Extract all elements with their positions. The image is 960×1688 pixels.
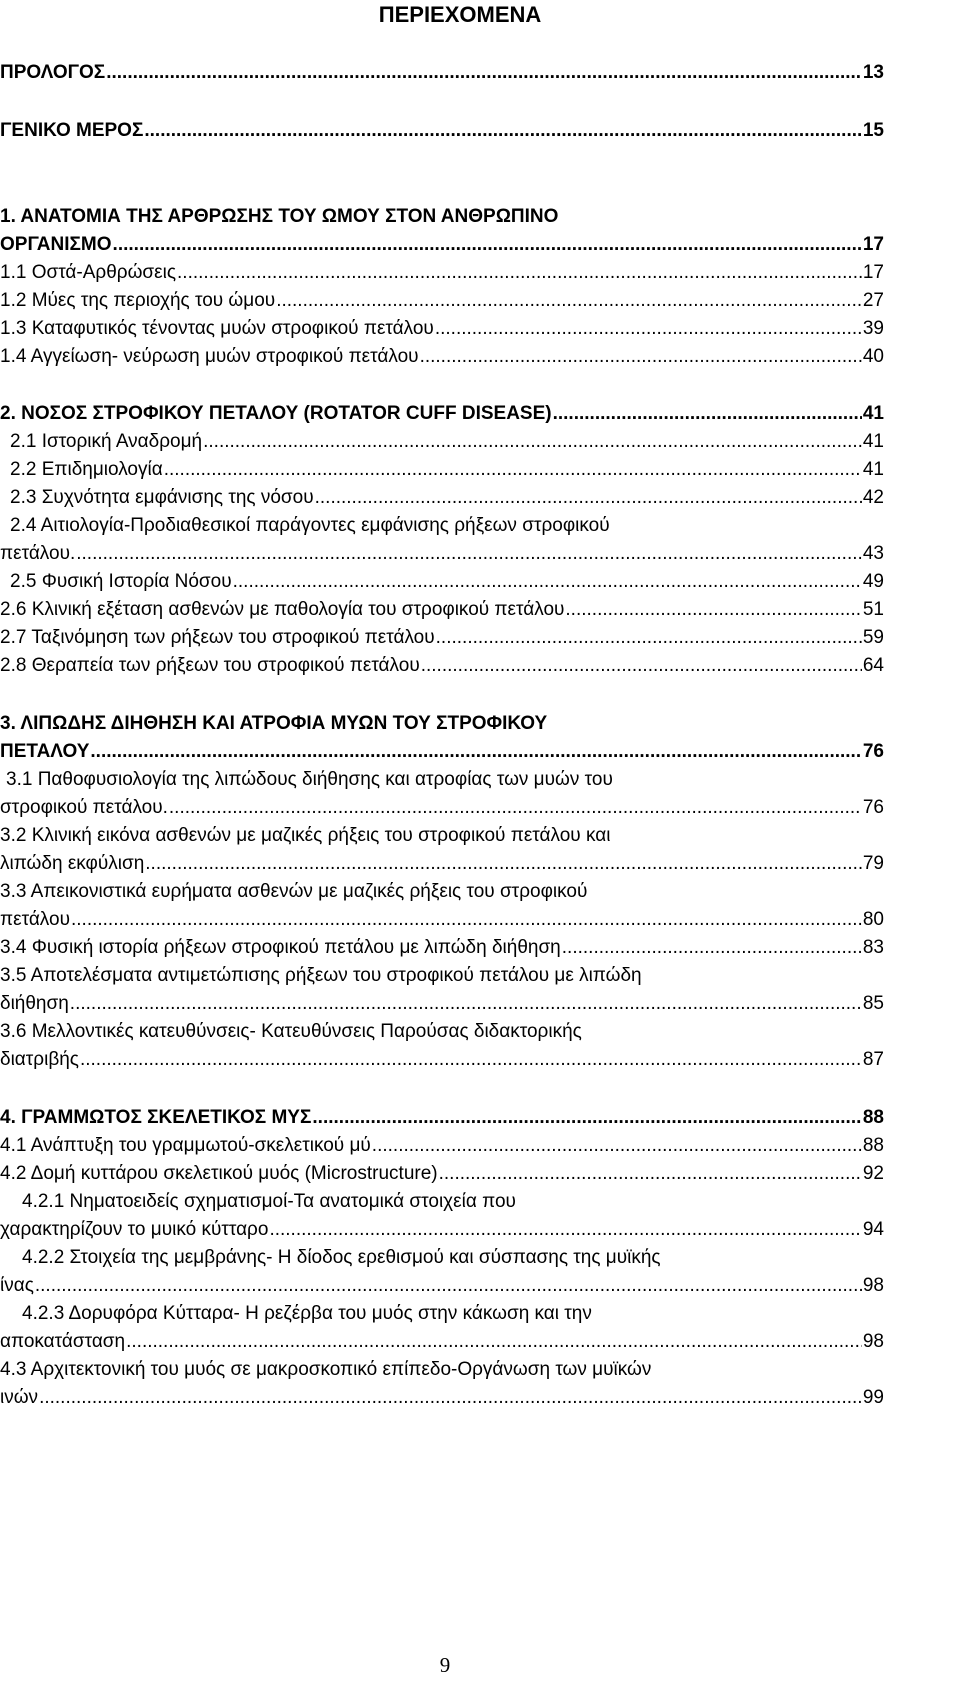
toc-page-number: 76 <box>862 741 884 762</box>
toc-entry-text: 2.1 Ιστορική Αναδρομή <box>10 431 203 452</box>
toc-entry-text: 2.7 Ταξινόμηση των ρήξεων του στροφικού πετάλου <box>0 627 435 648</box>
toc-entry-text: πετάλου <box>0 909 70 930</box>
leader-dots <box>276 287 862 315</box>
toc-entry-2-2[interactable] <box>10 456 884 484</box>
toc-entry-chapter1-line1[interactable]: 1. ΑΝΑΤΟΜΙΑ ΤΗΣ ΑΡΘΡΩΣΗΣ ΤΟΥ ΩΜΟΥ ΣΤΟΝ ΑΝΘΡΩΠΙΝΟ <box>0 206 559 227</box>
toc-entry-3-5[interactable] <box>0 990 884 1018</box>
toc-page-number: 43 <box>862 543 884 564</box>
toc-entry-1-4[interactable] <box>0 343 884 371</box>
leader-dots <box>35 1272 862 1300</box>
toc-entry-text: 2.5 Φυσική Ιστορία Νόσου <box>10 571 232 592</box>
toc-entry-chapter2[interactable] <box>0 400 884 428</box>
toc-entry-4-1[interactable] <box>0 1132 884 1160</box>
leader-dots <box>90 738 861 766</box>
toc-entry-text: λιπώδη εκφύλιση <box>0 853 145 874</box>
toc-page-number: 98 <box>862 1331 884 1352</box>
toc-entry-3-6-line1[interactable]: 3.6 Μελλοντικές κατευθύνσεις- Κατευθύνσεις Παρούσας διδακτορικής <box>0 1021 582 1042</box>
toc-entry-text: 2.2 Επιδημιολογία <box>10 459 163 480</box>
toc-entry-3-3[interactable] <box>0 906 884 934</box>
leader-dots <box>233 568 862 596</box>
toc-entry-4-2-1-line1[interactable]: 4.2.1 Νηματοειδείς σχηματισμοί-Τα ανατομικά στοιχεία που <box>22 1191 516 1212</box>
toc-entry-text: 1.4 Αγγείωση- νεύρωση μυών στροφικού πετάλου <box>0 346 419 367</box>
leader-dots <box>315 484 862 512</box>
toc-entry-text: ΟΡΓΑΝΙΣΜΟ <box>0 234 112 255</box>
toc-entry-text: 2. ΝΟΣΟΣ ΣΤΡΟΦΙΚΟΥ ΠΕΤΑΛΟΥ (ROTATOR CUFF DISEASE) <box>0 403 552 424</box>
toc-entry-text: χαρακτηρίζουν το μυικό κύτταρο <box>0 1219 269 1240</box>
toc-entry-text: πετάλου. <box>0 543 76 564</box>
toc-entry-text: 4. ΓΡΑΜΜΩΤΟΣ ΣΚΕΛΕΤΙΚΟΣ ΜΥΣ <box>0 1107 312 1128</box>
leader-dots <box>169 794 862 822</box>
toc-entry-general-part[interactable] <box>0 117 884 145</box>
toc-entry-prologue[interactable] <box>0 59 884 87</box>
toc-page-number: 83 <box>862 937 884 958</box>
leader-dots <box>565 596 861 624</box>
toc-page-number: 17 <box>862 262 884 283</box>
toc-entry-2-3[interactable] <box>10 484 884 512</box>
toc-page-number: 94 <box>862 1219 884 1240</box>
toc-page-number: 17 <box>862 234 884 255</box>
toc-entry-1-2[interactable] <box>0 287 884 315</box>
toc-entry-4-3-line1[interactable]: 4.3 Αρχιτεκτονική του μυός σε μακροσκοπικό επίπεδο-Οργάνωση των μυϊκών <box>0 1359 652 1380</box>
page-title: ΠΕΡΙΕΧΟΜΕΝΑ <box>378 2 542 27</box>
toc-entry-text: ΓΕΝΙΚΟ ΜΕΡΟΣ <box>0 120 144 141</box>
toc-entry-4-2-2[interactable] <box>0 1272 884 1300</box>
toc-page-number: 41 <box>862 403 884 424</box>
leader-dots <box>269 1216 861 1244</box>
leader-dots <box>145 850 862 878</box>
toc-page-number: 79 <box>862 853 884 874</box>
toc-entry-text: στροφικού πετάλου. <box>0 797 168 818</box>
toc-page-number: 88 <box>862 1107 884 1128</box>
toc-entry-3-1[interactable] <box>0 794 884 822</box>
leader-dots <box>126 1328 862 1356</box>
leader-dots <box>439 1160 862 1188</box>
leader-dots <box>71 906 862 934</box>
toc-page-number: 27 <box>862 290 884 311</box>
toc-page-number: 41 <box>862 431 884 452</box>
leader-dots <box>372 1132 862 1160</box>
leader-dots <box>177 259 862 287</box>
toc-entry-text: διατριβής <box>0 1049 79 1070</box>
leader-dots <box>203 428 862 456</box>
leader-dots <box>70 990 862 1018</box>
toc-page-number: 15 <box>862 120 884 141</box>
toc-entry-text: 2.3 Συχνότητα εμφάνισης της νόσου <box>10 487 314 508</box>
toc-entry-4-2-2-line1[interactable]: 4.2.2 Στοιχεία της μεμβράνης- Η δίοδος ερεθισμού και σύσπασης της μυϊκής <box>22 1247 661 1268</box>
leader-dots <box>435 315 862 343</box>
toc-entry-chapter4[interactable] <box>0 1104 884 1132</box>
toc-entry-text: 1.2 Μύες της περιοχής του ώμου <box>0 290 276 311</box>
toc-entry-chapter3-line1[interactable]: 3. ΛΙΠΩΔΗΣ ΔΙΗΘΗΣΗ ΚΑΙ ΑΤΡΟΦΙΑ ΜΥΩΝ ΤΟΥ ΣΤΡΟΦΙΚΟΥ <box>0 713 548 734</box>
leader-dots <box>39 1384 862 1412</box>
toc-entry-text: 1.3 Καταφυτικός τένοντας μυών στροφικού πετάλου <box>0 318 434 339</box>
toc-page-number: 76 <box>862 797 884 818</box>
toc-page-number: 40 <box>862 346 884 367</box>
toc-entry-4-2-1[interactable] <box>0 1216 884 1244</box>
toc-page-number: 99 <box>862 1387 884 1408</box>
leader-dots <box>113 231 862 259</box>
toc-page-number: 88 <box>862 1135 884 1156</box>
toc-entry-text: διήθηση <box>0 993 69 1014</box>
toc-page-number: 39 <box>862 318 884 339</box>
toc-entry-1-1[interactable] <box>0 259 884 287</box>
toc-entry-4-3[interactable] <box>0 1384 884 1412</box>
leader-dots <box>562 934 862 962</box>
toc-entry-2-1[interactable] <box>10 428 884 456</box>
leader-dots <box>164 456 862 484</box>
toc-entry-text: ίνας <box>0 1275 34 1296</box>
toc-entry-text: 3.4 Φυσική ιστορία ρήξεων στροφικού πετάλου με λιπώδη διήθηση <box>0 937 561 958</box>
toc-page-number: 42 <box>862 487 884 508</box>
toc-entry-3-2-line1[interactable]: 3.2 Κλινική εικόνα ασθενών με μαζικές ρήξεις του στροφικού πετάλου και <box>0 825 611 846</box>
leader-dots <box>553 400 862 428</box>
toc-entry-2-4-line1[interactable]: 2.4 Αιτιολογία-Προδιαθεσικοί παράγοντες εμφάνισης ρήξεων στροφικού <box>10 515 610 536</box>
toc-entry-text: αποκατάσταση <box>0 1331 126 1352</box>
leader-dots <box>80 1046 862 1074</box>
toc-entry-3-1-line1[interactable]: 3.1 Παθοφυσιολογία της λιπώδους διήθησης και ατροφίας των μυών του <box>6 769 613 790</box>
toc-entry-chapter3[interactable] <box>0 738 884 766</box>
toc-entry-text: 2.6 Κλινική εξέταση ασθενών με παθολογία του στροφικού πετάλου <box>0 599 565 620</box>
toc-page-number: 59 <box>862 627 884 648</box>
toc-entry-4-2[interactable] <box>0 1160 884 1188</box>
toc-page-number: 98 <box>862 1275 884 1296</box>
leader-dots <box>144 117 862 145</box>
toc-page-number: 41 <box>862 459 884 480</box>
leader-dots <box>420 343 862 371</box>
toc-entry-text: 4.1 Ανάπτυξη του γραμμωτού-σκελετικού μύ <box>0 1135 371 1156</box>
toc-entry-4-2-3-line1[interactable]: 4.2.3 Δορυφόρα Κύτταρα- Η ρεζέρβα του μυός στην κάκωση και την <box>22 1303 592 1324</box>
toc-entry-2-6[interactable] <box>0 596 884 624</box>
leader-dots <box>436 624 862 652</box>
toc-page-number: 92 <box>862 1163 884 1184</box>
toc-page-number: 85 <box>862 993 884 1014</box>
toc-entry-2-4[interactable] <box>0 540 884 568</box>
toc-page-number: 64 <box>862 655 884 676</box>
toc-page-number: 49 <box>862 571 884 592</box>
toc-entry-3-3-line1[interactable]: 3.3 Απεικονιστικά ευρήματα ασθενών με μαζικές ρήξεις του στροφικού <box>0 881 588 902</box>
toc-entry-1-3[interactable] <box>0 315 884 343</box>
toc-entry-text: 1.1 Οστά-Αρθρώσεις <box>0 262 177 283</box>
toc-page-number: 13 <box>862 62 884 83</box>
leader-dots <box>421 652 862 680</box>
toc-entry-3-5-line1[interactable]: 3.5 Αποτελέσματα αντιμετώπισης ρήξεων του στροφικού πετάλου με λιπώδη <box>0 965 642 986</box>
toc-entry-text: 2.8 Θεραπεία των ρήξεων του στροφικού πετάλου <box>0 655 420 676</box>
toc-entry-2-7[interactable] <box>0 624 884 652</box>
toc-entry-3-2[interactable] <box>0 850 884 878</box>
toc-entry-text: 4.2 Δομή κυττάρου σκελετικού μυός (Microstructure) <box>0 1163 438 1184</box>
toc-page-number: 80 <box>862 909 884 930</box>
toc-page-number: 51 <box>862 599 884 620</box>
toc-entry-4-2-3[interactable] <box>0 1328 884 1356</box>
toc-entry-text: ΠΡΟΛΟΓΟΣ <box>0 62 106 83</box>
toc-entry-3-4[interactable] <box>0 934 884 962</box>
toc-entry-chapter1[interactable] <box>0 231 884 259</box>
toc-entry-3-6[interactable] <box>0 1046 884 1074</box>
leader-dots <box>312 1104 861 1132</box>
toc-page-number: 87 <box>862 1049 884 1070</box>
toc-entry-text: ινών <box>0 1387 39 1408</box>
toc-entry-2-8[interactable] <box>0 652 884 680</box>
page-number-footer: 9 <box>439 1653 451 1677</box>
toc-entry-2-5[interactable] <box>10 568 884 596</box>
leader-dots <box>106 59 862 87</box>
toc-entry-text: ΠΕΤΑΛΟΥ <box>0 741 90 762</box>
leader-dots <box>76 540 862 568</box>
